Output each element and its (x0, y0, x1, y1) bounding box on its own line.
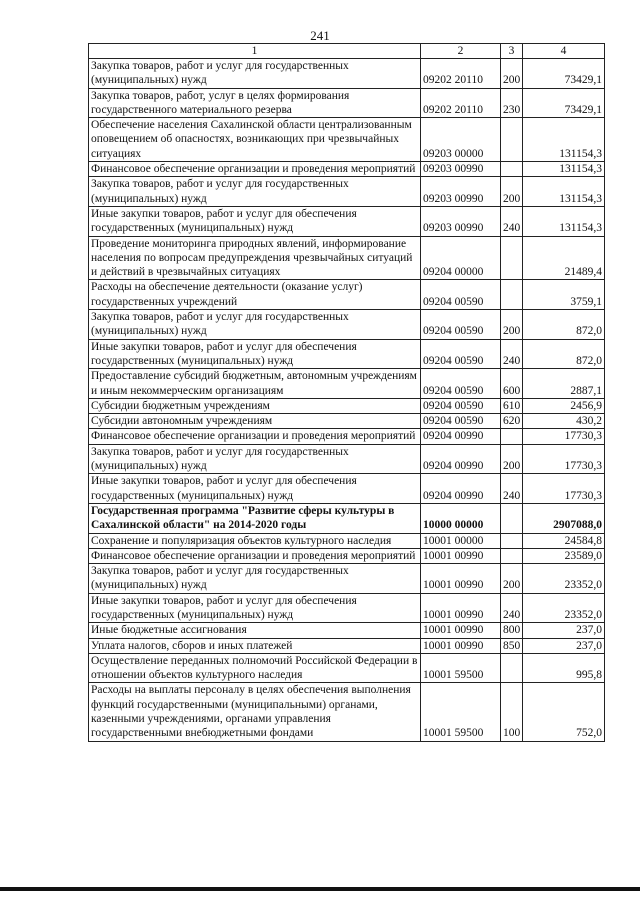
cell-sum: 752,0 (523, 683, 605, 741)
cell-sum: 2456,9 (523, 398, 605, 413)
cell-name: Иные закупки товаров, работ и услуг для обеспечения государственных (муниципальных) нужд (89, 474, 421, 504)
cell-name: Сохранение и популяризация объектов культурного наследия (89, 533, 421, 548)
cell-sum: 3759,1 (523, 280, 605, 310)
page-number: 241 (310, 28, 330, 43)
table-row (89, 623, 605, 638)
cell-code: 09203 00990 (421, 177, 501, 207)
cell-expense-type: 230 (501, 88, 523, 118)
cell-name: Закупка товаров, работ и услуг для государственных (муниципальных) нужд (89, 310, 421, 340)
cell-sum: 2887,1 (523, 369, 605, 399)
cell-expense-type: 100 (501, 683, 523, 741)
cell-sum: 2907088,0 (523, 503, 605, 533)
cell-name: Закупка товаров, работ и услуг для государственных (муниципальных) нужд (89, 59, 421, 89)
cell-code: 09204 00590 (421, 280, 501, 310)
cell-sum: 17730,3 (523, 444, 605, 474)
cell-sum: 237,0 (523, 623, 605, 638)
cell-sum: 17730,3 (523, 429, 605, 444)
cell-expense-type: 200 (501, 310, 523, 340)
header-col-code: 2 (421, 44, 501, 59)
table-row (89, 503, 605, 533)
budget-table (88, 43, 605, 742)
cell-sum: 73429,1 (523, 59, 605, 89)
cell-expense-type (501, 162, 523, 177)
cell-expense-type: 610 (501, 398, 523, 413)
table-row (89, 414, 605, 429)
cell-expense-type: 200 (501, 59, 523, 89)
cell-sum: 131154,3 (523, 206, 605, 236)
cell-expense-type: 600 (501, 369, 523, 399)
cell-expense-type: 850 (501, 638, 523, 653)
table-row (89, 533, 605, 548)
cell-name: Государственная программа "Развитие сферы культуры в Сахалинской области" на 2014-2020 годы (89, 503, 421, 533)
cell-expense-type (501, 118, 523, 162)
cell-name: Субсидии автономным учреждениям (89, 414, 421, 429)
cell-name: Закупка товаров, работ и услуг для государственных (муниципальных) нужд (89, 177, 421, 207)
cell-sum: 131154,3 (523, 177, 605, 207)
cell-expense-type: 240 (501, 339, 523, 369)
table-row (89, 206, 605, 236)
cell-name: Осуществление переданных полномочий Российской Федерации в отношении объектов культурного наследия (89, 653, 421, 683)
cell-name: Проведение мониторинга природных явлений, информирование населения по вопросам предупреждения чрезвычайных ситуаций и действий в чрезвычайных ситуациях (89, 236, 421, 280)
cell-code: 09203 00990 (421, 206, 501, 236)
cell-expense-type: 200 (501, 564, 523, 594)
table-header-row (89, 44, 605, 59)
table-row (89, 638, 605, 653)
table-row (89, 548, 605, 563)
cell-name: Финансовое обеспечение организации и проведения мероприятий (89, 162, 421, 177)
cell-sum: 23589,0 (523, 548, 605, 563)
cell-sum: 23352,0 (523, 593, 605, 623)
cell-sum: 872,0 (523, 310, 605, 340)
cell-code: 09204 00990 (421, 429, 501, 444)
cell-code: 10001 59500 (421, 683, 501, 741)
cell-expense-type: 240 (501, 593, 523, 623)
cell-expense-type: 240 (501, 206, 523, 236)
cell-name: Иные бюджетные ассигнования (89, 623, 421, 638)
cell-sum: 872,0 (523, 339, 605, 369)
cell-expense-type: 620 (501, 414, 523, 429)
cell-name: Закупка товаров, работ и услуг для государственных (муниципальных) нужд (89, 444, 421, 474)
cell-expense-type: 200 (501, 444, 523, 474)
cell-expense-type (501, 653, 523, 683)
table-row (89, 429, 605, 444)
cell-name: Уплата налогов, сборов и иных платежей (89, 638, 421, 653)
table-row (89, 474, 605, 504)
cell-sum: 995,8 (523, 653, 605, 683)
cell-name: Расходы на обеспечение деятельности (оказание услуг) государственных учреждений (89, 280, 421, 310)
bottom-rule (0, 887, 640, 891)
header-col-sum: 4 (523, 44, 605, 59)
cell-expense-type (501, 429, 523, 444)
cell-expense-type: 240 (501, 474, 523, 504)
cell-expense-type (501, 236, 523, 280)
cell-name: Финансовое обеспечение организации и проведения мероприятий (89, 429, 421, 444)
cell-name: Финансовое обеспечение организации и проведения мероприятий (89, 548, 421, 563)
cell-code: 09204 00990 (421, 444, 501, 474)
cell-expense-type (501, 533, 523, 548)
cell-expense-type (501, 280, 523, 310)
cell-sum: 237,0 (523, 638, 605, 653)
cell-expense-type: 800 (501, 623, 523, 638)
cell-name: Закупка товаров, работ и услуг для государственных (муниципальных) нужд (89, 564, 421, 594)
cell-code: 09204 00990 (421, 474, 501, 504)
cell-name: Расходы на выплаты персоналу в целях обеспечения выполнения функций государственными (муниципальными) органами, казенными учреждениями, органами управления государственными внебюджетными фондами (89, 683, 421, 741)
cell-sum: 23352,0 (523, 564, 605, 594)
cell-sum: 73429,1 (523, 88, 605, 118)
cell-code: 09203 00000 (421, 118, 501, 162)
cell-name: Предоставление субсидий бюджетным, автономным учреждениям и иным некоммерческим организациям (89, 369, 421, 399)
cell-code: 09204 00000 (421, 236, 501, 280)
cell-code: 09202 20110 (421, 59, 501, 89)
cell-code: 10001 00990 (421, 564, 501, 594)
cell-code: 09204 00590 (421, 369, 501, 399)
cell-expense-type (501, 503, 523, 533)
cell-name: Закупка товаров, работ, услуг в целях формирования государственного материального резерва (89, 88, 421, 118)
cell-code: 10000 00000 (421, 503, 501, 533)
cell-code: 10001 59500 (421, 653, 501, 683)
cell-sum: 430,2 (523, 414, 605, 429)
cell-code: 09204 00590 (421, 339, 501, 369)
cell-sum: 24584,8 (523, 533, 605, 548)
cell-code: 09203 00990 (421, 162, 501, 177)
table-row (89, 177, 605, 207)
cell-expense-type: 200 (501, 177, 523, 207)
cell-name: Иные закупки товаров, работ и услуг для обеспечения государственных (муниципальных) нужд (89, 593, 421, 623)
table-row (89, 310, 605, 340)
cell-sum: 17730,3 (523, 474, 605, 504)
table-row (89, 59, 605, 89)
cell-sum: 21489,4 (523, 236, 605, 280)
table-row (89, 118, 605, 162)
cell-name: Субсидии бюджетным учреждениям (89, 398, 421, 413)
table-row (89, 593, 605, 623)
table-row (89, 88, 605, 118)
header-col-name: 1 (89, 44, 421, 59)
cell-code: 10001 00990 (421, 593, 501, 623)
cell-name: Обеспечение населения Сахалинской области централизованным оповещением об опасностях, возникающих при чрезвычайных ситуациях (89, 118, 421, 162)
cell-code: 10001 00990 (421, 548, 501, 563)
cell-code: 10001 00000 (421, 533, 501, 548)
cell-code: 10001 00990 (421, 638, 501, 653)
cell-code: 09204 00590 (421, 398, 501, 413)
cell-expense-type (501, 548, 523, 563)
header-col-vr: 3 (501, 44, 523, 59)
table-row (89, 162, 605, 177)
cell-name: Иные закупки товаров, работ и услуг для обеспечения государственных (муниципальных) нужд (89, 339, 421, 369)
cell-name: Иные закупки товаров, работ и услуг для обеспечения государственных (муниципальных) нужд (89, 206, 421, 236)
cell-code: 09202 20110 (421, 88, 501, 118)
cell-sum: 131154,3 (523, 162, 605, 177)
cell-sum: 131154,3 (523, 118, 605, 162)
table-row (89, 236, 605, 280)
table-row (89, 280, 605, 310)
cell-code: 10001 00990 (421, 623, 501, 638)
table-row (89, 683, 605, 741)
table-row (89, 339, 605, 369)
table-row (89, 653, 605, 683)
cell-code: 09204 00590 (421, 310, 501, 340)
table-row (89, 398, 605, 413)
table-row (89, 369, 605, 399)
table-row (89, 564, 605, 594)
table-body (89, 59, 605, 742)
cell-code: 09204 00590 (421, 414, 501, 429)
table-row (89, 444, 605, 474)
